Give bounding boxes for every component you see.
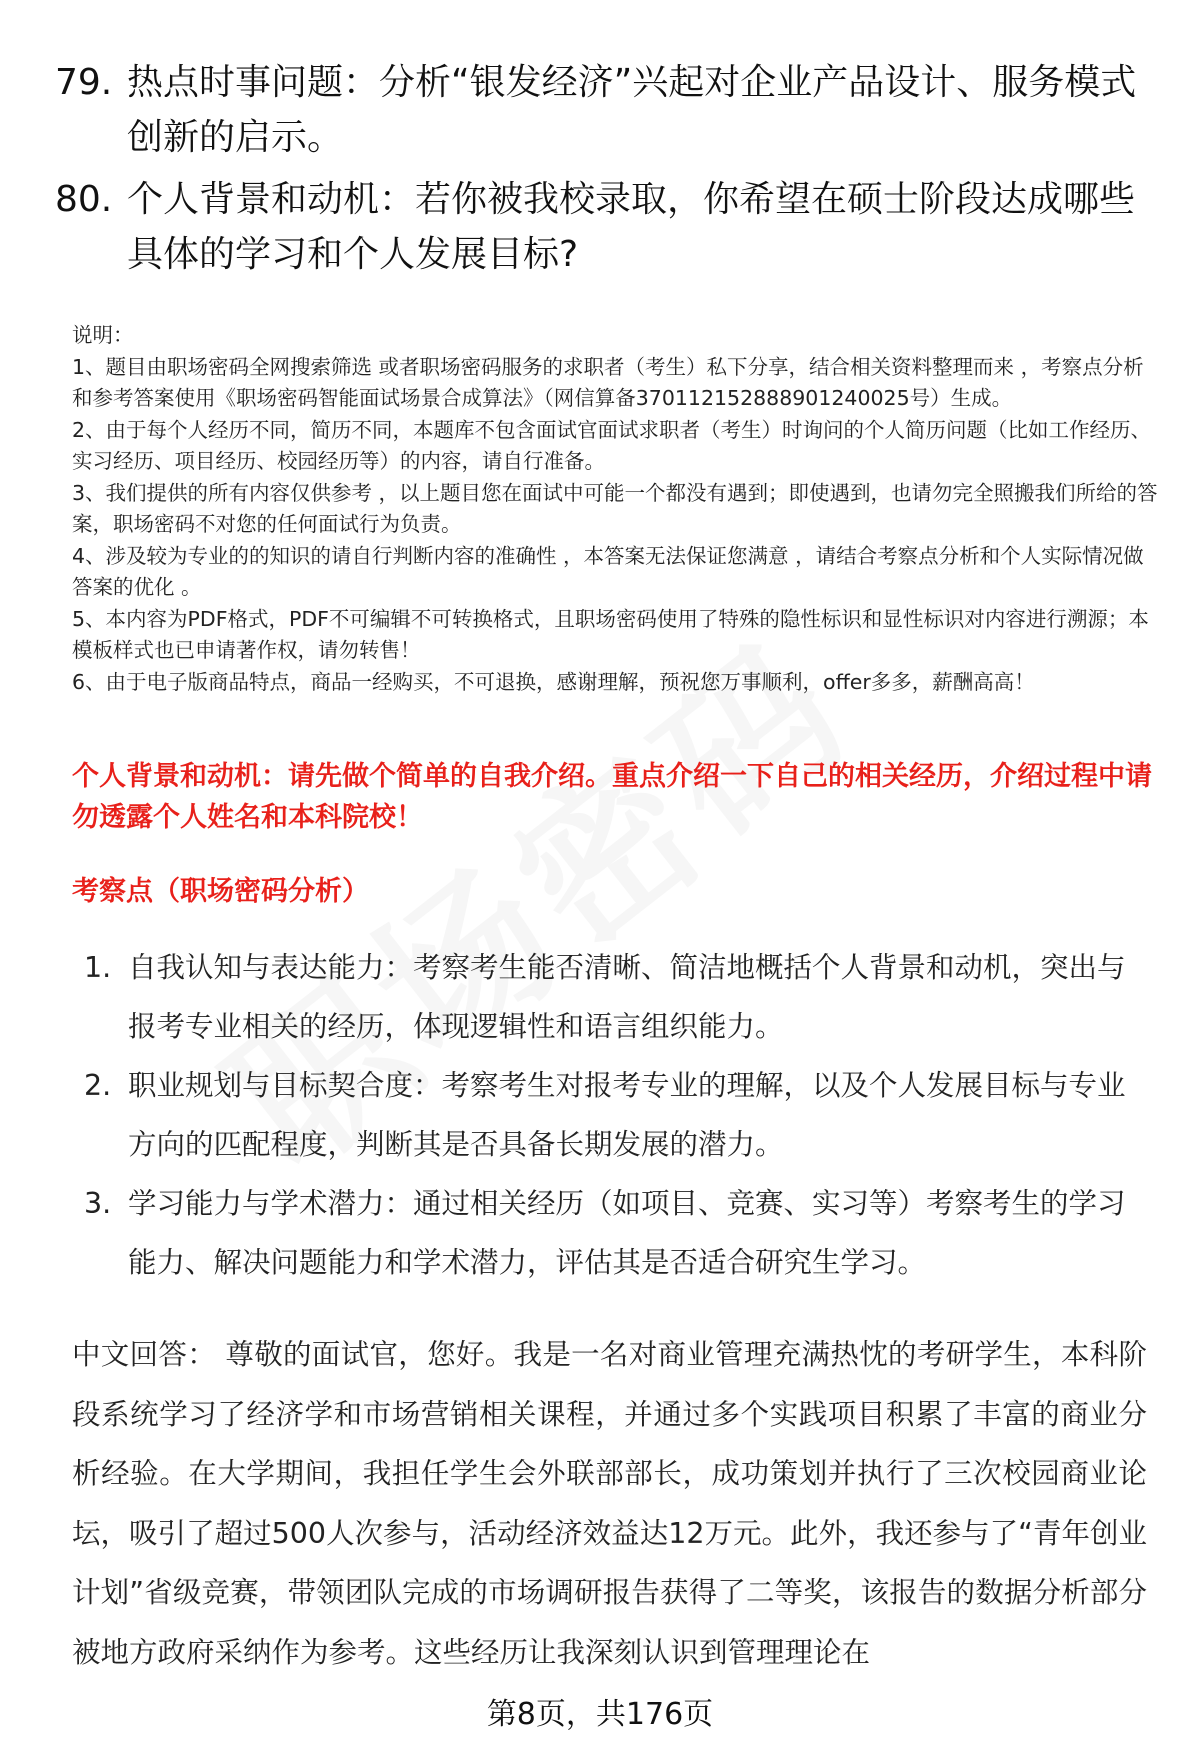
analysis-point-number: 2.	[84, 1069, 112, 1102]
note-item: 3、我们提供的所有内容仅供参考 ，以上题目您在面试中可能一个都没有遇到；即使遇到，也请勿完全照搬我们所给的答案，职场密码不对您的任何面试行为负责。	[72, 480, 1158, 536]
analysis-point-number: 3.	[84, 1187, 112, 1220]
analysis-points-list	[80, 938, 1150, 1292]
analysis-point	[80, 1174, 1150, 1292]
question-number: 79.	[55, 62, 113, 103]
question-80	[55, 172, 1145, 282]
answer-text: 尊敬的面试官，您好。我是一名对商业管理充满热忱的考研学生，本科阶段系统学习了经济学和市场营销相关课程，并通过多个实践项目积累了丰富的商业分析经验。在大学期间，我担任学生会外联部部长，成功策划并执行了三次校园商业论坛，吸引了超过500人次参与，活动经济效益达12万元。此外，我还参与了“青年创业计划”省级竞赛，带领团队完成的市场调研报告获得了二等奖，该报告的数据分析部分被地方政府采纳作为参考。这些经历让我深刻认识到管理理论在	[72, 1338, 1147, 1669]
question-number: 80.	[55, 179, 113, 220]
analysis-point	[80, 938, 1150, 1056]
analysis-point	[80, 1056, 1150, 1174]
analysis-point-text: 职业规划与目标契合度：考察考生对报考专业的理解，以及个人发展目标与专业方向的匹配程度，判断其是否具备长期发展的潜力。	[128, 1069, 1126, 1161]
analysis-point-text: 自我认知与表达能力：考察考生能否清晰、简洁地概括个人背景和动机，突出与报考专业相关的经历，体现逻辑性和语言组织能力。	[128, 951, 1126, 1043]
answer-paragraph	[72, 1325, 1147, 1682]
analysis-point-number: 1.	[84, 951, 112, 984]
analysis-point-text: 学习能力与学术潜力：通过相关经历（如项目、竞赛、实习等）考察考生的学习能力、解决问题能力和学术潜力，评估其是否适合研究生学习。	[128, 1187, 1126, 1279]
page-footer: 第8页，共176页	[486, 1697, 714, 1732]
note-item: 2、由于每个人经历不同，简历不同，本题库不包含面试官面试求职者（考生）时询问的个人简历问题（比如工作经历、实习经历、项目经历、校园经历等）的内容，请自行准备。	[72, 417, 1152, 473]
notes-title: 说明：	[72, 323, 134, 347]
notes-section	[72, 320, 1162, 698]
analysis-heading: 考察点（职场密码分析）	[72, 876, 369, 907]
note-item: 4、涉及较为专业的的知识的请自行判断内容的准确性 ，本答案无法保证您满意 ，请结合考察点分析和个人实际情况做答案的优化 。	[72, 543, 1144, 599]
question-79	[55, 55, 1145, 165]
question-text: 热点时事问题：分析“银发经济”兴起对企业产品设计、服务模式创新的启示。	[127, 62, 1137, 158]
note-item: 6、由于电子版商品特点，商品一经购买，不可退换，感谢理解，预祝您万事顺利，offer多多，薪酬高高！	[72, 669, 1035, 694]
note-item: 1、题目由职场密码全网搜索筛选 或者职场密码服务的求职者（考生）私下分享，结合相关资料整理而来 ，考察点分析和参考答案使用《职场密码智能面试场景合成算法》（网信算备370112152888901240025号）生成。	[72, 354, 1144, 410]
question-text: 个人背景和动机：若你被我校录取，你希望在硕士阶段达成哪些具体的学习和个人发展目标?	[127, 179, 1136, 275]
note-item: 5、本内容为PDF格式，PDF不可编辑不可转换格式，且职场密码使用了特殊的隐性标识和显性标识对内容进行溯源；本模板样式也已申请著作权，请勿转售！	[72, 606, 1149, 662]
answer-label: 中文回答：	[72, 1338, 217, 1371]
current-question-heading: 个人背景和动机：请先做个简单的自我介绍。重点介绍一下自己的相关经历，介绍过程中请勿透露个人姓名和本科院校！	[72, 761, 1152, 833]
